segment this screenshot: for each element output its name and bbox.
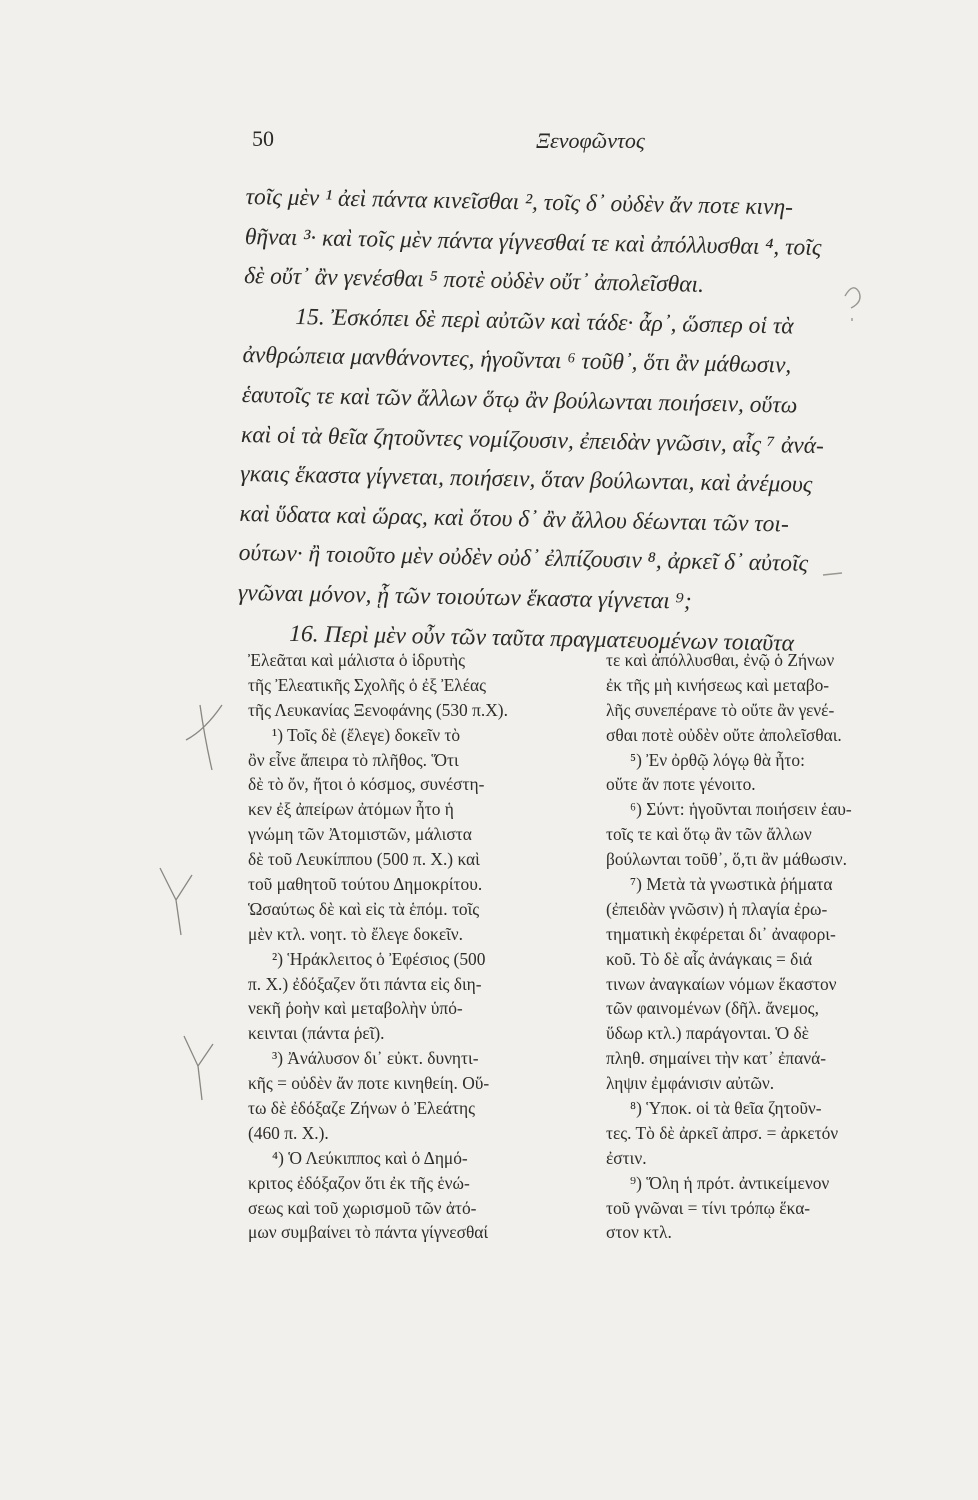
pencil-mark-y-2 [184,1036,213,1100]
main-text-block [237,178,956,667]
footnote-line: ὕδωρ κτλ.) παράγονται. Ὁ δὲ [606,1023,809,1044]
pencil-mark-x-1 [186,705,222,770]
footnote-line: κεινται (πάντα ῥεῖ). [248,1023,385,1044]
pencil-mark-y-1 [160,868,192,935]
footnote-line: τῆς Ἐλεατικῆς Σχολῆς ὁ ἐξ Ἐλέας [248,674,487,695]
footnote-line: ληψιν ἐμφάνισιν αὐτῶν. [606,1073,775,1094]
footnote-line: μων συμβαίνει τὸ πάντα γίγνεσθαί [248,1222,489,1243]
footnote-2-start: ²) Ἡράκλειτος ὁ Ἐφέσιος (500 [272,948,486,969]
footnote-line: δὲ τὸ ὄν, ἤτοι ὁ κόσμος, συνέστη- [248,774,485,795]
footnote-line: τοῦ γνῶναι = τίνι τρόπῳ ἕκα- [606,1197,811,1218]
footnote-7-start: ⁷) Μετὰ τὰ γνωστικὰ ῥήματα [630,874,833,895]
footnote-line: ὂν εἶνε ἄπειρα τὸ πλῆθος. Ὅτι [248,749,459,770]
main-text-line: καὶ ὕδατα καὶ ὥρας, καὶ ὅτου δ᾽ ἂν ἄλλου δέωνται τῶν τοι- [239,500,790,538]
footnote-line: τινων ἀναγκαίων νόμων ἕκαστον [606,973,837,994]
footnote-line: στον κτλ. [606,1222,672,1243]
footnote-line: Ὡσαύτως δὲ καὶ εἰς τὰ ἑπόμ. τοῖς [248,898,480,919]
main-text-line: ούτων· ἢ τοιοῦτο μὲν οὐδὲν οὐδ᾽ ἐλπίζουσιν ⁸, ἀρκεῖ δ᾽ αὐτοῖς [238,540,809,578]
footnote-line: κεν ἐξ ἀπείρων ἀτόμων ἦτο ἡ [248,799,454,820]
footnote-line: τῶν φαινομένων (δῆλ. ἄνεμος, [606,998,819,1019]
footnote-line: λῆς συνεπέρανε τὸ οὔτε ἂν γενέ- [606,699,835,720]
footnote-line: τοῖς τε καὶ ὅτῳ ἂν τῶν ἄλλων [606,824,812,845]
footnotes-right-column [606,648,956,1245]
footnote-line: οὔτε ἄν ποτε γένοιτο. [606,774,756,795]
main-text-line: ἑαυτοῖς τε καὶ τῶν ἄλλων ὅτῳ ἂν βούλωνται ποιήσειν, οὕτω [241,381,798,419]
footnote-8-start: ⁸) Ὑποκ. οἱ τὰ θεῖα ζητοῦν- [630,1098,822,1119]
footnote-line: βούλωνται τοῦθ᾽, ὅ,τι ἂν μάθωσιν. [606,849,847,870]
footnote-line: (ἐπειδὰν γνῶσιν) ἡ πλαγία ἐρω- [606,898,828,919]
footnote-line: δὲ τοῦ Λευκίππου (500 π. Χ.) καὶ [248,849,480,870]
footnote-line: τες. Τὸ δὲ ἀρκεῖ ἀπρσ. = ἀρκετόν [606,1122,839,1143]
footnote-line: π. Χ.) ἐδόξαζεν ὅτι πάντα εἰς διη- [248,973,482,994]
footnote-line: κῆς = οὐδὲν ἄν ποτε κινηθείη. Οὕ- [248,1073,490,1094]
main-text-line: γνῶναι μόνον, ᾗ τῶν τοιούτων ἕκαστα γίγνεται ⁹; [237,579,692,615]
footnote-line: Ἐλεᾶται καὶ μάλιστα ὁ ἱδρυτὴς [248,650,466,670]
footnote-line: ἐκ τῆς μὴ κινήσεως καὶ μεταβο- [606,674,830,695]
footnotes-left-column [248,648,586,1245]
footnote-9-start: ⁹) Ὅλη ἡ πρότ. ἀντικείμενον [630,1172,830,1193]
footnote-line: τῆς Λευκανίας Ξενοφάνης (530 π.Χ). [248,699,508,720]
footnote-line: μὲν κτλ. νοητ. τὸ ἔλεγε δοκεῖν. [248,923,464,944]
footnote-line: σθαι ποτὲ οὐδὲν οὔτε ἀπολεῖσθαι. [606,724,842,745]
footnote-line: πληθ. σημαίνει τὴν κατ᾽ ἐπανά- [606,1048,827,1069]
footnote-line: (460 π. Χ.). [248,1122,329,1143]
footnote-line: νεκῆ ῥοὴν καὶ μεταβολὴν ὑπό- [248,998,463,1019]
footnote-line: σεως καὶ τοῦ χωρισμοῦ τῶν ἀτό- [248,1197,477,1218]
footnote-3-start: ³) Ἀνάλυσον δι᾽ εὐκτ. δυνητι- [272,1048,479,1069]
main-text-line: γκαις ἕκαστα γίγνεται, ποιήσειν, ὅταν βούλωνται, καὶ ἀνέμους [240,461,813,499]
main-text-line: ἀνθρώπεια μανθάνοντες, ἡγοῦνται ⁶ τοῦθ᾽, ὅτι ἂν μάθωσιν, [242,342,792,379]
footnote-5-start: ⁵) Ἐν ὀρθῷ λόγῳ θὰ ἦτο: [630,749,805,770]
main-text-line: δὲ οὔτ᾽ ἂν γενέσθαι ⁵ ποτὲ οὐδὲν οὔτ᾽ ἀπολεῖσθαι. [243,263,705,298]
footnote-4-start: ⁴) Ὁ Λεύκιππος καὶ ὁ Δημό- [272,1147,468,1168]
footnote-line: ἐστιν. [606,1147,647,1168]
footnote-line: κριτος ἐδόξαζον ὅτι ἐκ τῆς ἑνώ- [248,1172,470,1193]
section-15-heading-line: 15. Ἐσκόπει δὲ περὶ αὐτῶν καὶ τάδε· ἆρ᾽, ὥσπερ οἱ τὰ [295,303,794,340]
main-text-line: καὶ οἱ τὰ θεῖα ζητοῦντες νομίζουσιν, ἐπειδὰν γνῶσιν, αἷς ⁷ ἀνά- [240,421,825,459]
footnote-line: τω δὲ ἐδόξαζε Ζήνων ὁ Ἐλεάτης [248,1098,475,1119]
footnote-line: γνώμη τῶν Ἀτομιστῶν, μάλιστα [248,824,472,845]
footnote-line: τοῦ μαθητοῦ τούτου Δημοκρίτου. [248,874,483,895]
page-number: 50 [252,126,274,151]
running-title: Ξενοφῶντος [536,128,645,153]
footnote-6-start: ⁶) Σύντ: ἡγοῦνται ποιήσειν ἑαυ- [630,799,852,820]
main-text-line: θῆναι ³· καὶ τοῖς μὲν πάντα γίγνεσθαί τε καὶ ἀπόλλυσθαι ⁴, τοῖς [244,223,822,261]
footnote-line: κοῦ. Τὸ δὲ αἷς ἀνάγκαις = διά [606,948,813,969]
footnote-line: τε καὶ ἀπόλλυσθαι, ἐνῷ ὁ Ζήνων [606,650,835,670]
footnote-line: τηματικὴ ἐκφέρεται δι᾽ ἀναφορι- [606,923,836,944]
footnote-1-start: ¹) Τοῖς δὲ (ἔλεγε) δοκεῖν τὸ [272,724,461,745]
main-text-line: τοῖς μὲν ¹ ἀεὶ πάντα κινεῖσθαι ², τοῖς δ᾽ οὐδὲν ἄν ποτε κινη- [245,183,794,221]
section-16-heading-line: 16. Περὶ μὲν οὖν τῶν ταῦτα πραγματευομένων τοιαῦτα [289,620,795,657]
